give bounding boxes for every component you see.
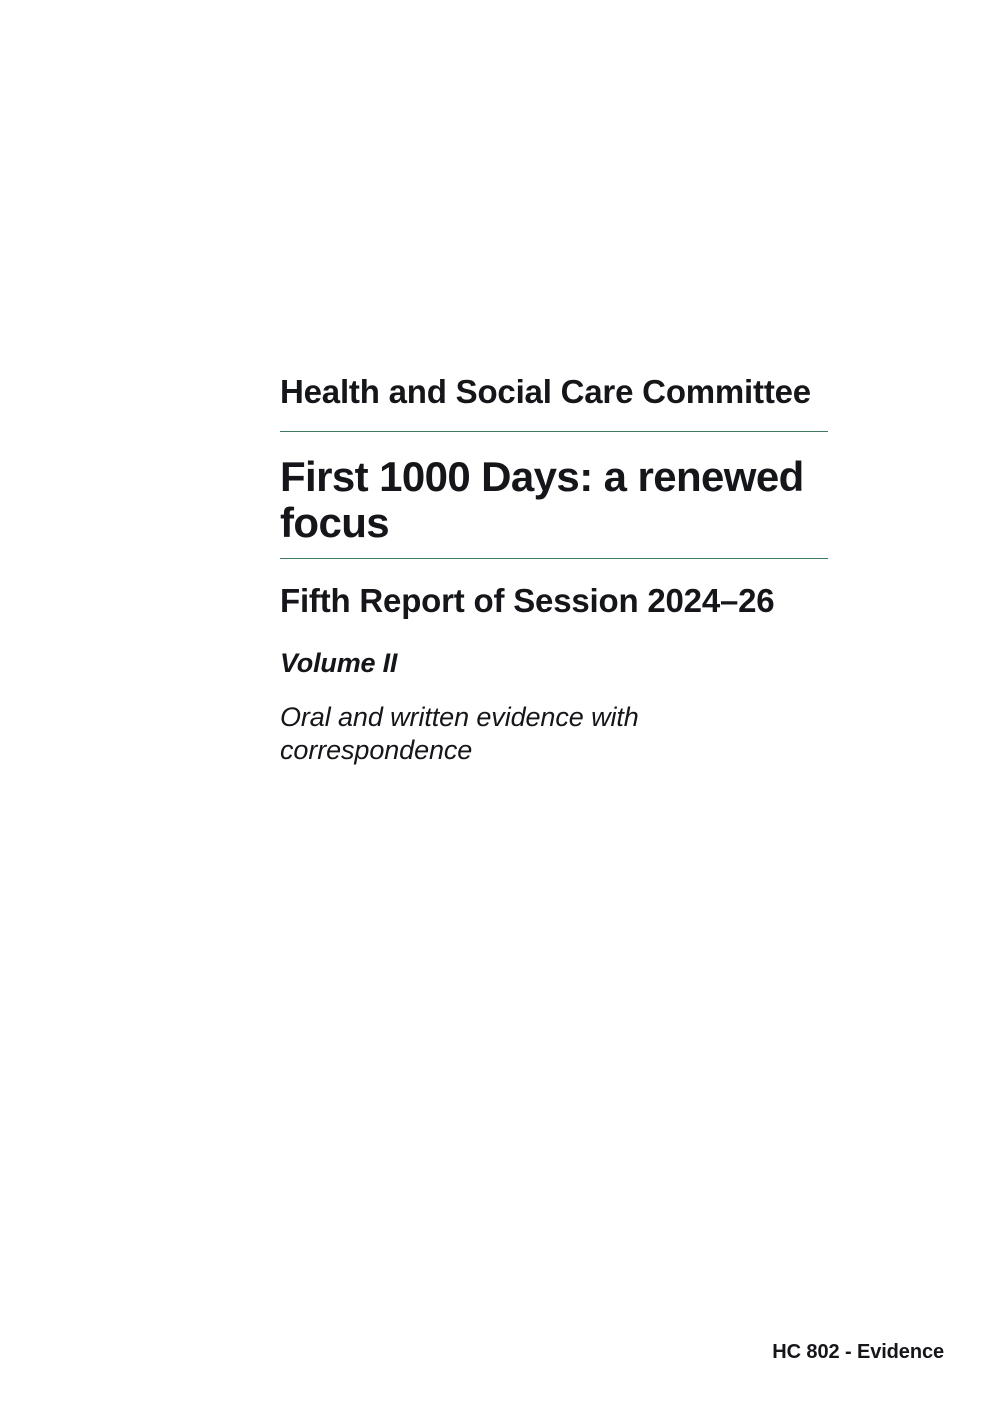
title-block — [280, 374, 828, 766]
footer-reference: HC 802 - Evidence — [772, 1341, 944, 1363]
volume-label: Volume II — [280, 648, 398, 679]
committee-name: Health and Social Care Committee — [280, 373, 811, 410]
evidence-description: Oral and written evidence with correspondence — [280, 702, 639, 765]
session-line: Fifth Report of Session 2024–26 — [280, 582, 775, 620]
report-title: First 1000 Days: a renewed focus — [280, 452, 804, 547]
